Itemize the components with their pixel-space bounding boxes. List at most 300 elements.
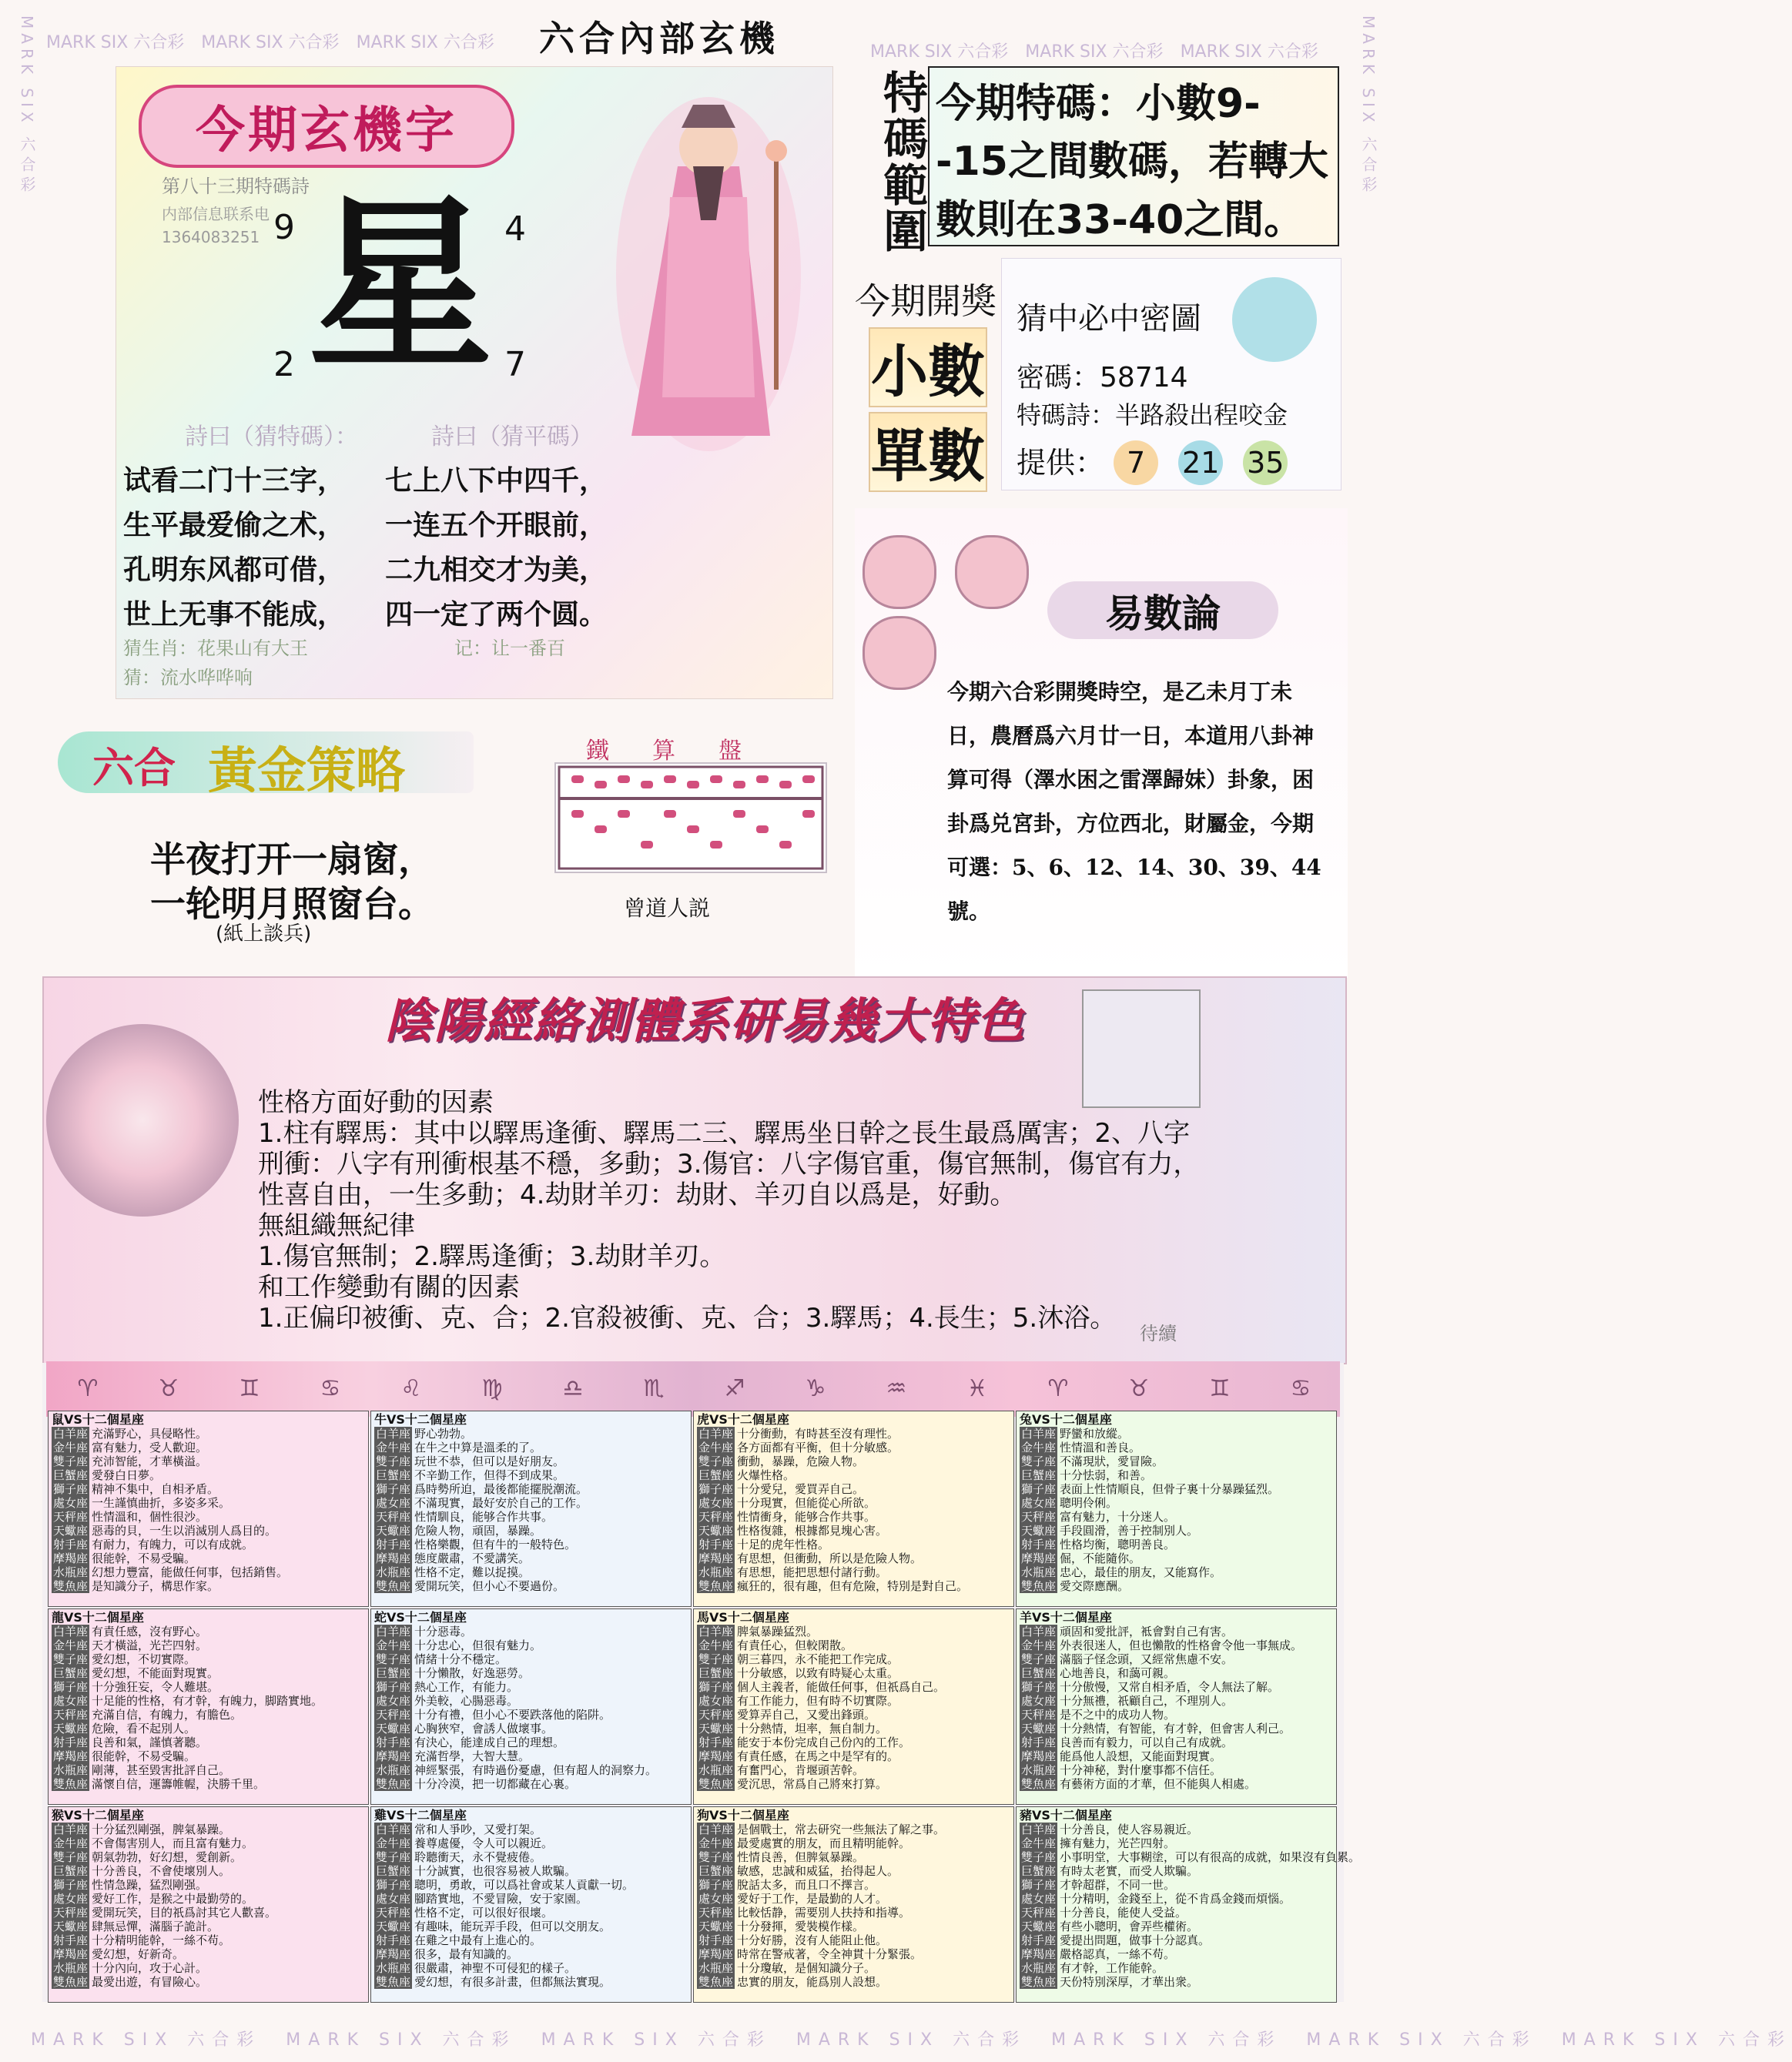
poem-row [123, 459, 801, 504]
star-sign-text: 最愛處實的朋友，而且精明能幹。 [737, 1836, 911, 1850]
zodiac-box-heading: 蛇VS十二個星座 [374, 1610, 467, 1625]
star-sign-text: 聆聽衝天，永不覺疲倦。 [414, 1850, 542, 1864]
zodiac-compat-box [1016, 1806, 1361, 2003]
star-sign-text: 十分冷漠，把一切都藏在心裏。 [414, 1777, 577, 1791]
feature-line: 1.傷官無制；2.驛馬逢衝；3.劫財羊刃。 [258, 1241, 726, 1272]
star-sign-text: 十分瓊敏，是個知識分子。 [737, 1961, 876, 1975]
star-sign-text: 嚴格認真，一絲不苟。 [1060, 1947, 1176, 1961]
zodiac-row [374, 1836, 688, 1850]
watermark-top-left: MARK SIX 六合彩 MARK SIX 六合彩 MARK SIX 六合彩 [46, 33, 494, 52]
star-sign-text: 性情溫和，個性很沙。 [92, 1510, 208, 1524]
zodiac-row [1020, 1579, 1333, 1593]
star-sign-text: 十分熱情，有智能，有才幹，但會害人利己。 [1060, 1722, 1291, 1736]
zodiac-row [52, 1666, 365, 1680]
star-sign-text: 熱心工作，有能力。 [414, 1680, 519, 1694]
zodiac-row [52, 1652, 365, 1666]
zodiac-row [697, 1975, 1010, 1989]
star-sign-label: 金牛座 [376, 1441, 411, 1454]
zodiac-row [697, 1850, 1010, 1864]
feature-line: 1.正偏印被衝、克、合；2.官殺被衝、克、合；3.驛馬；4.長生；5.沐浴。 [258, 1303, 1117, 1334]
zodiac-row [374, 1680, 688, 1694]
star-sign-label: 雙子座 [53, 1850, 89, 1864]
zodiac-sign-icon: ♒ [886, 1375, 907, 1402]
zodiac-row [374, 1579, 688, 1593]
star-sign-label: 獅子座 [698, 1680, 734, 1694]
zodiac-row [52, 1482, 365, 1496]
star-sign-label: 水瓶座 [376, 1565, 411, 1579]
zodiac-row [697, 1878, 1010, 1892]
star-sign-label: 雙魚座 [53, 1777, 89, 1791]
riddle-zodiac: 猜生肖：花果山有大王 [123, 638, 308, 659]
star-sign-label: 金牛座 [1021, 1441, 1057, 1454]
star-sign-text: 情緒十分不穩定。 [414, 1652, 507, 1666]
star-sign-text: 愛好工作，是猴之中最勤勞的。 [92, 1892, 254, 1906]
zodiac-row [374, 1749, 688, 1763]
star-sign-text: 十分無禮，祇顧自己，不理別人。 [1060, 1694, 1234, 1708]
zodiac-row [52, 1565, 365, 1579]
star-sign-text: 有藝術方面的才華，但不能與人相處。 [1060, 1777, 1257, 1791]
zodiac-row [374, 1427, 688, 1441]
star-sign-label: 天秤座 [53, 1906, 89, 1920]
zodiac-row [1020, 1552, 1333, 1565]
zodiac-row [52, 1836, 365, 1850]
star-sign-text: 十分善良，使人容易親近。 [1060, 1823, 1199, 1836]
star-sign-label: 天蠍座 [1021, 1524, 1057, 1538]
star-sign-text: 心胸狹窄，會誘人做壞事。 [414, 1722, 554, 1736]
zodiac-row [374, 1850, 688, 1864]
zodiac-row [697, 1496, 1010, 1510]
special-range-text: 今期特碼：小數9--15之間數碼，若轉大數則在33-40之間。 [936, 81, 1328, 243]
zodiac-compat-box [693, 1806, 1014, 2003]
star-sign-label: 雙子座 [376, 1850, 411, 1864]
star-sign-label: 巨蟹座 [53, 1468, 89, 1482]
coin-icon [863, 616, 936, 690]
abacus-image [554, 762, 827, 873]
zodiac-row [697, 1441, 1010, 1454]
gold-line-2: 一轮明月照窗台。 [150, 883, 434, 925]
star-sign-label: 天蠍座 [376, 1920, 411, 1933]
star-sign-text: 愛開玩笑，但小心不要過份。 [414, 1579, 565, 1593]
star-sign-text: 良善和氣，謹慎著聽。 [92, 1736, 208, 1749]
star-sign-text: 是知識分子，構思作家。 [92, 1579, 219, 1593]
zodiac-row [697, 1763, 1010, 1777]
star-sign-text: 十足的虎年性格。 [737, 1538, 830, 1552]
zodiac-row [1020, 1906, 1333, 1920]
star-sign-label: 射手座 [53, 1933, 89, 1947]
poem-line: 孔明东风都可借， [123, 554, 346, 586]
star-sign-label: 摩羯座 [698, 1947, 734, 1961]
star-sign-label: 水瓶座 [698, 1961, 734, 1975]
star-sign-label: 雙魚座 [53, 1579, 89, 1593]
star-sign-label: 天蠍座 [53, 1722, 89, 1736]
star-sign-label: 處女座 [698, 1694, 734, 1708]
star-sign-text: 性格樂觀，但有牛的一般特色。 [414, 1538, 577, 1552]
zodiac-row [374, 1892, 688, 1906]
star-sign-text: 十分精明，金錢至上，從不肯爲金錢而煩惱。 [1060, 1892, 1291, 1906]
star-sign-label: 摩羯座 [698, 1749, 734, 1763]
zodiac-row [1020, 1749, 1333, 1763]
star-sign-text: 有才幹，工作能幹。 [1060, 1961, 1164, 1975]
poem-line: 二九相交才为美， [385, 554, 608, 586]
star-sign-label: 白羊座 [1021, 1625, 1057, 1639]
zodiac-row [1020, 1468, 1333, 1482]
star-sign-label: 雙魚座 [1021, 1579, 1057, 1593]
star-sign-text: 愛發白日夢。 [92, 1468, 162, 1482]
star-sign-label: 摩羯座 [53, 1749, 89, 1763]
star-sign-label: 金牛座 [698, 1441, 734, 1454]
star-sign-label: 白羊座 [698, 1625, 734, 1639]
zodiac-row [1020, 1652, 1333, 1666]
star-sign-label: 白羊座 [1021, 1427, 1057, 1441]
feature-text [258, 1087, 1205, 1334]
star-sign-label: 摩羯座 [53, 1552, 89, 1565]
poem-line: 四一定了两个圆。 [385, 598, 608, 631]
star-sign-text: 敏感，忠誠和威猛，抬得起人。 [737, 1864, 899, 1878]
zodiac-row [697, 1961, 1010, 1975]
star-sign-label: 水瓶座 [1021, 1565, 1057, 1579]
zodiac-row [697, 1920, 1010, 1933]
star-sign-label: 射手座 [698, 1538, 734, 1552]
poem-line: 世上无事不能成， [123, 598, 346, 631]
zodiac-box-heading: 馬VS十二個星座 [697, 1610, 789, 1625]
star-sign-label: 雙子座 [698, 1454, 734, 1468]
watermark-left: MARK SIX 六合彩 [18, 15, 36, 196]
star-sign-label: 獅子座 [698, 1482, 734, 1496]
star-sign-text: 性情馴良，能够合作共事。 [414, 1510, 554, 1524]
star-sign-text: 性格不定，難以捉摸。 [414, 1565, 531, 1579]
star-sign-text: 愛幻想，不切實際。 [92, 1652, 196, 1666]
gold-strategy-title: 黃金策略 [208, 743, 405, 800]
star-sign-text: 很多，最有知識的。 [414, 1947, 519, 1961]
abacus-title: 鐵算盤 [586, 738, 785, 765]
feature-line: 1.柱有驛馬：其中以驛馬逢衝、驛馬二三、驛馬坐日幹之長生最爲厲害；2、八字 [258, 1118, 1191, 1149]
star-sign-label: 水瓶座 [1021, 1961, 1057, 1975]
star-sign-text: 十分懶散，好逸惡勞。 [414, 1666, 531, 1680]
zodiac-row [374, 1864, 688, 1878]
star-sign-text: 富有魅力，十分迷人。 [1060, 1510, 1176, 1524]
star-sign-text: 表面上性情順良，但骨子裏十分暴躁猛烈。 [1060, 1482, 1280, 1496]
star-sign-text: 性情衝身，能够合作共事。 [737, 1510, 876, 1524]
star-sign-text: 倔，不能隨你。 [1060, 1552, 1141, 1565]
riddle-note: 记：让一番百 [454, 638, 565, 659]
star-sign-text: 外表很迷人，但也懶散的性格會令他一事無成。 [1060, 1639, 1303, 1652]
star-sign-text: 才幹超群，不同一世。 [1060, 1878, 1176, 1892]
star-sign-text: 不滿現狀，愛冒險。 [1060, 1454, 1164, 1468]
star-sign-label: 天蠍座 [376, 1722, 411, 1736]
zodiac-row [1020, 1947, 1333, 1961]
zodiac-row [52, 1552, 365, 1565]
star-sign-label: 水瓶座 [53, 1565, 89, 1579]
star-sign-text: 手段圓滑，善于控制別人。 [1060, 1524, 1199, 1538]
star-sign-text: 肆無忌憚，滿腦子詭計。 [92, 1920, 219, 1933]
zodiac-box-heading: 羊VS十二個星座 [1020, 1610, 1112, 1625]
star-sign-label: 處女座 [53, 1694, 89, 1708]
star-sign-label: 白羊座 [376, 1823, 411, 1836]
zodiac-row [1020, 1933, 1333, 1947]
star-sign-label: 獅子座 [53, 1878, 89, 1892]
zodiac-row [697, 1722, 1010, 1736]
zodiac-row [1020, 1722, 1333, 1736]
number-ball: 7 [1114, 440, 1158, 485]
star-sign-text: 聰明，勇敢，可以爲社會或某人貢獻一切。 [414, 1878, 635, 1892]
zodiac-row [1020, 1441, 1333, 1454]
star-sign-text: 愛幻想，好新奇。 [92, 1947, 185, 1961]
star-sign-text: 充滿哲學，大智大慧。 [414, 1749, 531, 1763]
star-sign-text: 外美較，心腸惡毒。 [414, 1694, 519, 1708]
star-sign-label: 白羊座 [53, 1625, 89, 1639]
zodiac-compat-box [48, 1806, 369, 2003]
zodiac-row [1020, 1892, 1333, 1906]
star-sign-text: 愛算弄自己，又愛出鋒頭。 [737, 1708, 876, 1722]
star-sign-label: 獅子座 [1021, 1878, 1057, 1892]
star-sign-text: 精神不集中，自相矛盾。 [92, 1482, 219, 1496]
star-sign-label: 處女座 [698, 1496, 734, 1510]
star-sign-text: 性情良善，但脾氣暴躁。 [737, 1850, 865, 1864]
zodiac-row [697, 1736, 1010, 1749]
star-sign-label: 天蠍座 [698, 1920, 734, 1933]
zodiac-row [374, 1496, 688, 1510]
star-sign-label: 天秤座 [376, 1510, 411, 1524]
zodiac-row [374, 1777, 688, 1791]
zodiac-row [374, 1482, 688, 1496]
zodiac-row [374, 1538, 688, 1552]
zodiac-compat-box [1016, 1411, 1337, 1607]
zodiac-row [52, 1680, 365, 1694]
zodiac-box-heading: 雞VS十二個星座 [374, 1808, 467, 1823]
zodiac-row [374, 1652, 688, 1666]
star-sign-text: 十分怯弱，和善。 [1060, 1468, 1153, 1482]
zodiac-row [374, 1823, 688, 1836]
zodiac-icon-strip [46, 1361, 1340, 1417]
zodiac-row [1020, 1666, 1333, 1680]
secret-chart-title: 猜中必中密圖 [1017, 301, 1201, 336]
zodiac-row [1020, 1625, 1333, 1639]
zodiac-compat-box [370, 1608, 692, 1805]
star-sign-text: 衝動，暴躁，危險人物。 [737, 1454, 865, 1468]
star-sign-label: 雙魚座 [698, 1777, 734, 1791]
zodiac-row [52, 1708, 365, 1722]
star-sign-text: 危險人物，頑固，暴躁。 [414, 1524, 542, 1538]
zodiac-row [52, 1975, 365, 1989]
star-sign-text: 小事明堂，大事糊塗，可以有很高的成就，如果沒有負累。 [1060, 1850, 1361, 1864]
riddle-banner: 今期玄機字 [139, 85, 514, 168]
zodiac-compat-box [693, 1411, 1014, 1607]
star-sign-text: 充滿野心，具侵略性。 [92, 1427, 208, 1441]
zodiac-row [1020, 1565, 1333, 1579]
star-sign-label: 巨蟹座 [53, 1864, 89, 1878]
star-sign-text: 比較恬静，需要別人扶持和指導。 [737, 1906, 911, 1920]
star-sign-label: 摩羯座 [376, 1947, 411, 1961]
star-sign-label: 金牛座 [376, 1639, 411, 1652]
zodiac-box-heading: 狗VS十二個星座 [697, 1808, 789, 1823]
star-sign-label: 獅子座 [376, 1680, 411, 1694]
star-sign-text: 十分內向，攻于心計。 [92, 1961, 208, 1975]
star-sign-label: 天秤座 [376, 1708, 411, 1722]
star-sign-text: 朝三暮四，永不能把工作完成。 [737, 1652, 899, 1666]
star-sign-label: 雙子座 [53, 1454, 89, 1468]
star-sign-label: 獅子座 [53, 1680, 89, 1694]
star-sign-text: 不滿現實，最好安於自己的工作。 [414, 1496, 588, 1510]
star-sign-label: 射手座 [376, 1538, 411, 1552]
open-label: 今期開獎 [855, 280, 996, 322]
zodiac-row [697, 1565, 1010, 1579]
star-sign-text: 十分熱情，坦率，無自制力。 [737, 1722, 888, 1736]
gold-strategy-prefix: 六合 [92, 744, 176, 792]
star-sign-label: 摩羯座 [698, 1552, 734, 1565]
zodiac-row [52, 1947, 365, 1961]
zodiac-row [52, 1639, 365, 1652]
zodiac-row [52, 1823, 365, 1836]
star-sign-text: 有思想，但衝動，所以是危險人物。 [737, 1552, 923, 1565]
star-sign-label: 雙魚座 [1021, 1975, 1057, 1989]
zodiac-row [52, 1906, 365, 1920]
corner-number-br: 7 [504, 345, 526, 384]
star-sign-label: 天秤座 [53, 1510, 89, 1524]
zodiac-row [52, 1524, 365, 1538]
zodiac-box-heading: 豬VS十二個星座 [1020, 1808, 1112, 1823]
star-sign-text: 性格不定，可以很好很壞。 [414, 1906, 554, 1920]
zodiac-row [697, 1552, 1010, 1565]
zodiac-row [697, 1947, 1010, 1961]
star-sign-label: 雙子座 [698, 1652, 734, 1666]
star-sign-label: 處女座 [1021, 1496, 1057, 1510]
provide-row [1017, 439, 1298, 485]
star-sign-text: 性情急躁，猛烈剛强。 [92, 1878, 208, 1892]
special-range-label: 特碼範圍 [876, 69, 928, 254]
star-sign-text: 十分發揮，愛裝模作樣。 [737, 1920, 865, 1933]
number-ball: 35 [1243, 440, 1288, 485]
star-sign-label: 天蠍座 [698, 1722, 734, 1736]
zodiac-row [374, 1961, 688, 1975]
star-sign-label: 巨蟹座 [376, 1468, 411, 1482]
zodiac-row [1020, 1694, 1333, 1708]
zodiac-box-heading: 猴VS十二個星座 [52, 1808, 144, 1823]
zodiac-row [1020, 1763, 1333, 1777]
star-sign-text: 十分神秘，對什麼事都不信任。 [1060, 1763, 1222, 1777]
odd-number-badge: 單數 [869, 412, 987, 492]
star-sign-text: 十分忠心，但很有魅力。 [414, 1639, 542, 1652]
zodiac-row [374, 1639, 688, 1652]
zodiac-row [374, 1565, 688, 1579]
star-sign-text: 天才橫溢，光芒四射。 [92, 1639, 208, 1652]
star-sign-label: 獅子座 [698, 1878, 734, 1892]
zodiac-row [1020, 1427, 1333, 1441]
poem-line: 生平最爱偷之术， [123, 509, 346, 541]
zodiac-row [52, 1496, 365, 1510]
corner-number-bl: 2 [273, 345, 295, 384]
contact-number: 1364083251 [162, 228, 260, 246]
zodiac-row [697, 1625, 1010, 1639]
star-sign-text: 惡毒的貝，一生以消滅別人爲目的。 [92, 1524, 277, 1538]
zodiac-row [697, 1427, 1010, 1441]
star-sign-label: 水瓶座 [376, 1763, 411, 1777]
gold-source: (紙上談兵) [216, 922, 312, 946]
star-sign-text: 瘋狂的，很有趣，但有危險，特別是對自己。 [737, 1579, 969, 1593]
star-sign-text: 有思想，能把思想付諸行動。 [737, 1565, 888, 1579]
star-sign-label: 射手座 [1021, 1538, 1057, 1552]
zodiac-row [697, 1708, 1010, 1722]
code-label: 密碼： [1017, 362, 1100, 393]
zodiac-row [374, 1454, 688, 1468]
star-sign-label: 天秤座 [376, 1906, 411, 1920]
star-sign-label: 處女座 [1021, 1694, 1057, 1708]
star-sign-label: 巨蟹座 [1021, 1666, 1057, 1680]
star-sign-text: 危險，看不起別人。 [92, 1722, 196, 1736]
star-sign-text: 有責任心，但較閑散。 [737, 1639, 853, 1652]
star-sign-text: 很能幹，不易受騙。 [92, 1749, 196, 1763]
star-sign-text: 養尊處優，令人可以親近。 [414, 1836, 554, 1850]
star-sign-text: 脫話太多，而且口不擇言。 [737, 1878, 876, 1892]
zodiac-row [52, 1694, 365, 1708]
poem-heading: 第八十三期特碼詩 [162, 176, 310, 197]
zodiac-sign-icon: ♉ [158, 1375, 179, 1402]
zodiac-row [1020, 1680, 1333, 1694]
secret-poem-row [1017, 396, 1288, 431]
poem-row [123, 548, 801, 593]
star-sign-text: 頑固和愛批評，袛會對自己有害。 [1060, 1625, 1234, 1639]
star-sign-label: 金牛座 [1021, 1639, 1057, 1652]
star-sign-text: 十分現實，但能從心所欲。 [737, 1496, 876, 1510]
zodiac-row [52, 1777, 365, 1791]
zodiac-row [52, 1749, 365, 1763]
star-sign-text: 不辛勤工作，但得不到成果。 [414, 1468, 565, 1482]
star-sign-text: 滿懷自信，運籌帷幄，決勝千里。 [92, 1777, 266, 1791]
star-sign-label: 雙魚座 [376, 1579, 411, 1593]
zodiac-row [697, 1639, 1010, 1652]
zodiac-row [52, 1736, 365, 1749]
zodiac-row [52, 1427, 365, 1441]
star-sign-label: 金牛座 [53, 1836, 89, 1850]
zodiac-row [697, 1892, 1010, 1906]
watermark-bottom: MARK SIX 六合彩 MARK SIX 六合彩 MARK SIX 六合彩 MARK SIX 六合彩 MARK SIX 六合彩 MARK SIX 六合彩 MARK SIX 六合彩 [31, 2030, 1792, 2050]
zodiac-row [1020, 1777, 1333, 1791]
star-sign-text: 神經緊張，有時過份憂慮，但有超人的洞察力。 [414, 1763, 658, 1777]
star-sign-label: 處女座 [698, 1892, 734, 1906]
star-sign-text: 各方面都有平衡，但十分敏感。 [737, 1441, 899, 1454]
star-sign-label: 巨蟹座 [1021, 1864, 1057, 1878]
star-sign-label: 金牛座 [376, 1836, 411, 1850]
zodiac-box-heading: 龍VS十二個星座 [52, 1610, 144, 1625]
star-sign-label: 射手座 [376, 1736, 411, 1749]
number-ball: 21 [1178, 440, 1223, 485]
zodiac-sign-icon: ♏ [643, 1375, 665, 1402]
zodiac-row [697, 1482, 1010, 1496]
zodiac-row [52, 1920, 365, 1933]
zodiac-sign-icon: ♈ [77, 1375, 99, 1402]
poem-line: 七上八下中四千， [385, 464, 608, 497]
star-sign-label: 處女座 [376, 1496, 411, 1510]
zodiac-row [697, 1579, 1010, 1593]
star-sign-text: 十分敏感，以致有時疑心太重。 [737, 1666, 899, 1680]
zodiac-row [52, 1722, 365, 1736]
star-sign-text: 能爲他人設想，又能面對現實。 [1060, 1749, 1222, 1763]
zodiac-row [374, 1975, 688, 1989]
star-sign-label: 獅子座 [53, 1482, 89, 1496]
zodiac-row [697, 1836, 1010, 1850]
star-sign-label: 天秤座 [1021, 1510, 1057, 1524]
compass-icon [46, 1024, 239, 1217]
zodiac-row [52, 1864, 365, 1878]
star-sign-label: 白羊座 [376, 1427, 411, 1441]
star-sign-text: 有奮門心，肯堰頭苦幹。 [737, 1763, 865, 1777]
sage-figure-image [585, 74, 832, 459]
star-sign-label: 處女座 [376, 1892, 411, 1906]
star-sign-text: 愛開玩笑，目的祇爲討其它人歡喜。 [92, 1906, 277, 1920]
zodiac-sign-icon: ♋ [1290, 1375, 1311, 1402]
zodiac-row [1020, 1736, 1333, 1749]
zodiac-row [52, 1850, 365, 1864]
zodiac-sign-icon: ♋ [320, 1375, 341, 1402]
